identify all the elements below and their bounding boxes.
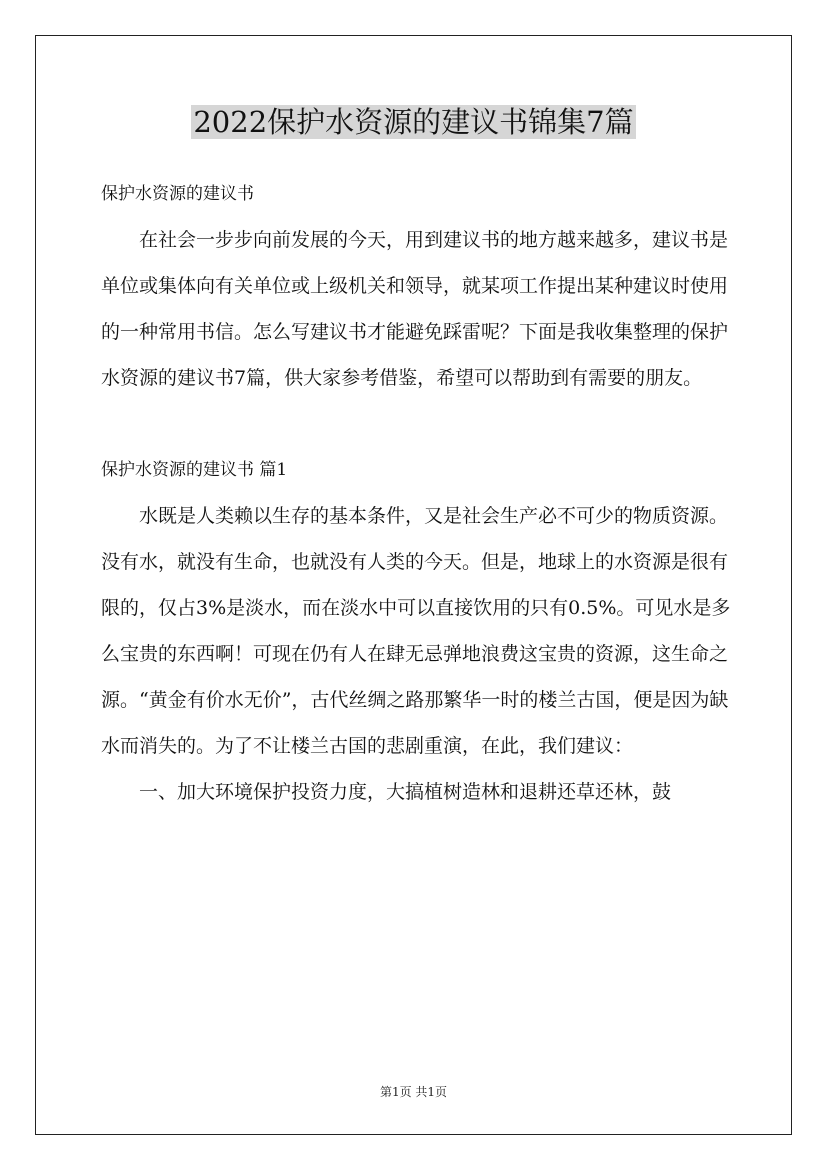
- intro-paragraph: 在社会一步步向前发展的今天，用到建议书的地方越来越多，建议书是单位或集体向有关单位或上级机关和领导，就某项工作提出某种建议时使用的一种常用书信。怎么写建议书才能避免踩雷呢？下面是我收集整理的保护水资源的建议书7篇，供大家参考借鉴，希望可以帮助到有需要的朋友。: [101, 229, 729, 389]
- section-1-paragraph-1: 水既是人类赖以生存的基本条件，又是社会生产必不可少的物质资源。没有水，就没有生命，也就没有人类的今天。但是，地球上的水资源是很有限的，仅占3%是淡水，而在淡水中可以直接饮用的只有0.5%。可见水是多么宝贵的东西啊！可现在仍有人在肆无忌弹地浪费这宝贵的资源，这生命之源。“黄金有价水无价”，古代丝绸之路那繁华一时的楼兰古国，便是因为缺水而消失的。为了不让楼兰古国的悲剧重演，在此，我们建议：: [101, 505, 731, 757]
- section-1-paragraph-2: 一、加大环境保护投资力度，大搞植树造林和退耕还草还林，鼓: [139, 781, 672, 803]
- section-1-heading: 保护水资源的建议书 篇1: [101, 460, 288, 480]
- intro-heading: 保护水资源的建议书: [101, 184, 254, 204]
- page-number-footer: 第1页 共1页: [379, 1085, 448, 1099]
- document-body: [101, 171, 731, 815]
- section-spacer: [101, 401, 731, 447]
- document-title-text: 2022保护水资源的建议书锦集7篇: [193, 105, 634, 139]
- document-title: [0, 100, 827, 144]
